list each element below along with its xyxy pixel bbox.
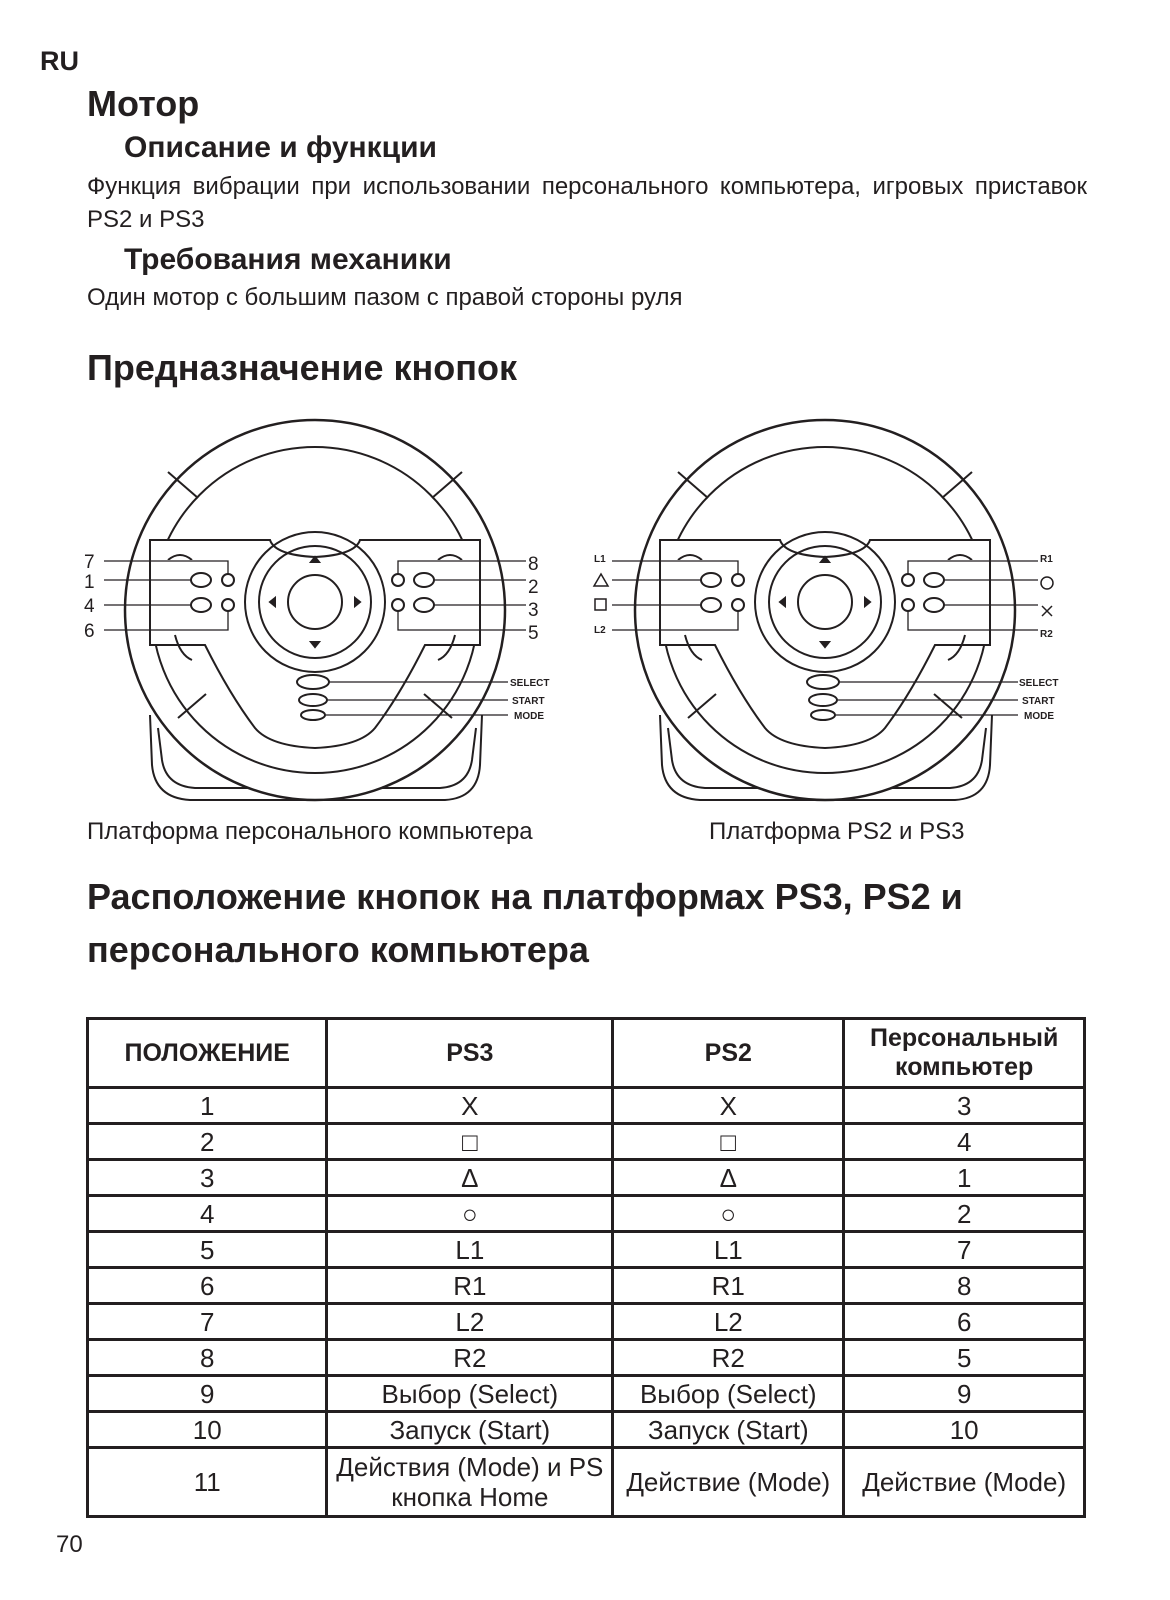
- pc-label-select: SELECT: [510, 678, 550, 689]
- cell-ps2: Δ: [613, 1160, 844, 1196]
- pc-label-right-4: 5: [528, 623, 539, 644]
- language-code: RU: [40, 46, 79, 76]
- cell-ps3: R1: [327, 1268, 613, 1304]
- cell-position: 5: [88, 1232, 327, 1268]
- cell-ps3: L2: [327, 1304, 613, 1340]
- cell-ps3: Выбор (Select): [327, 1376, 613, 1412]
- table-row: [88, 1376, 1085, 1412]
- table-row: [88, 1088, 1085, 1124]
- cell-pc: 3: [844, 1088, 1085, 1124]
- cell-ps3: Действия (Mode) и PS кнопка Home: [327, 1448, 613, 1517]
- ps-label-l1: L1: [594, 554, 606, 565]
- table-row: [88, 1448, 1085, 1517]
- cell-position: 3: [88, 1160, 327, 1196]
- pc-label-left-2: 1: [84, 572, 95, 593]
- layout-title-line-2: персонального компьютера: [87, 929, 589, 970]
- cell-ps3: L1: [327, 1232, 613, 1268]
- wheel-diagrams: [80, 410, 1090, 820]
- cell-ps2: ○: [613, 1196, 844, 1232]
- motor-requirements-text: Один мотор с большим пазом с правой стороны руля: [87, 284, 683, 311]
- pc-label-left-4: 6: [84, 621, 95, 642]
- pc-label-left-1: 7: [84, 552, 95, 573]
- cell-ps2: X: [613, 1088, 844, 1124]
- cell-ps2: R1: [613, 1268, 844, 1304]
- cell-ps2: L2: [613, 1304, 844, 1340]
- cell-position: 10: [88, 1412, 327, 1448]
- pc-label-right-3: 3: [528, 600, 539, 621]
- header-ps3: PS3: [327, 1019, 613, 1088]
- table-row: [88, 1268, 1085, 1304]
- motor-title: Мотор: [87, 83, 200, 124]
- cell-ps2: □: [613, 1124, 844, 1160]
- circle-icon: [1041, 577, 1053, 589]
- cell-ps2: Действие (Mode): [613, 1448, 844, 1517]
- pc-platform-caption: Платформа персонального компьютера: [87, 818, 533, 845]
- cell-ps3: R2: [327, 1340, 613, 1376]
- pc-label-start: START: [512, 696, 545, 707]
- cell-position: 11: [88, 1448, 327, 1517]
- table-row: [88, 1340, 1085, 1376]
- pc-wheel-illustration: [125, 420, 505, 800]
- cell-ps3: Запуск (Start): [327, 1412, 613, 1448]
- ps-platform-caption: Платформа PS2 и PS3: [709, 818, 965, 845]
- cell-pc: 2: [844, 1196, 1085, 1232]
- ps-label-r2: R2: [1040, 629, 1053, 640]
- cell-pc: 1: [844, 1160, 1085, 1196]
- layout-title-line-1: Расположение кнопок на платформах PS3, PS2 и: [87, 876, 963, 917]
- button-mapping-table: [86, 1017, 1086, 1518]
- motor-requirements-title: Требования механики: [124, 243, 452, 276]
- pc-label-right-2: 2: [528, 577, 539, 598]
- cell-position: 9: [88, 1376, 327, 1412]
- pc-label-mode: MODE: [514, 711, 544, 722]
- cell-ps2: R2: [613, 1340, 844, 1376]
- ps-wheel-illustration: [635, 420, 1015, 800]
- cell-position: 4: [88, 1196, 327, 1232]
- table-row: [88, 1160, 1085, 1196]
- header-position: ПОЛОЖЕНИЕ: [88, 1019, 327, 1088]
- cell-pc: Действие (Mode): [844, 1448, 1085, 1517]
- cell-position: 1: [88, 1088, 327, 1124]
- cell-pc: 9: [844, 1376, 1085, 1412]
- header-pc: Персональный компьютер: [844, 1019, 1085, 1088]
- cross-icon: [1042, 606, 1052, 616]
- square-icon: [595, 599, 606, 610]
- ps-label-r1: R1: [1040, 554, 1053, 565]
- table-row: [88, 1412, 1085, 1448]
- table-row: [88, 1124, 1085, 1160]
- cell-ps2: Выбор (Select): [613, 1376, 844, 1412]
- ps-label-mode: MODE: [1024, 711, 1054, 722]
- cell-pc: 8: [844, 1268, 1085, 1304]
- motor-description-text: Функция вибрации при использовании персонального компьютера, игровых приставок PS2 и PS3: [87, 173, 1087, 233]
- header-ps2: PS2: [613, 1019, 844, 1088]
- cell-position: 7: [88, 1304, 327, 1340]
- triangle-icon: [594, 574, 608, 586]
- table-row: [88, 1196, 1085, 1232]
- cell-ps3: X: [327, 1088, 613, 1124]
- page-number: 70: [56, 1531, 83, 1558]
- cell-pc: 7: [844, 1232, 1085, 1268]
- cell-ps3: Δ: [327, 1160, 613, 1196]
- cell-ps3: □: [327, 1124, 613, 1160]
- motor-description-title: Описание и функции: [124, 131, 437, 164]
- cell-position: 6: [88, 1268, 327, 1304]
- cell-ps3: ○: [327, 1196, 613, 1232]
- buttons-title: Предназначение кнопок: [87, 347, 518, 388]
- cell-pc: 4: [844, 1124, 1085, 1160]
- cell-pc: 10: [844, 1412, 1085, 1448]
- cell-ps2: L1: [613, 1232, 844, 1268]
- table-row: [88, 1304, 1085, 1340]
- cell-ps2: Запуск (Start): [613, 1412, 844, 1448]
- ps-label-start: START: [1022, 696, 1055, 707]
- ps-label-l2: L2: [594, 625, 606, 636]
- cell-pc: 5: [844, 1340, 1085, 1376]
- cell-position: 2: [88, 1124, 327, 1160]
- cell-pc: 6: [844, 1304, 1085, 1340]
- ps-label-select: SELECT: [1019, 678, 1059, 689]
- cell-position: 8: [88, 1340, 327, 1376]
- table-header-row: [88, 1019, 1085, 1088]
- pc-label-right-1: 8: [528, 554, 539, 575]
- pc-label-left-3: 4: [84, 596, 95, 617]
- table-row: [88, 1232, 1085, 1268]
